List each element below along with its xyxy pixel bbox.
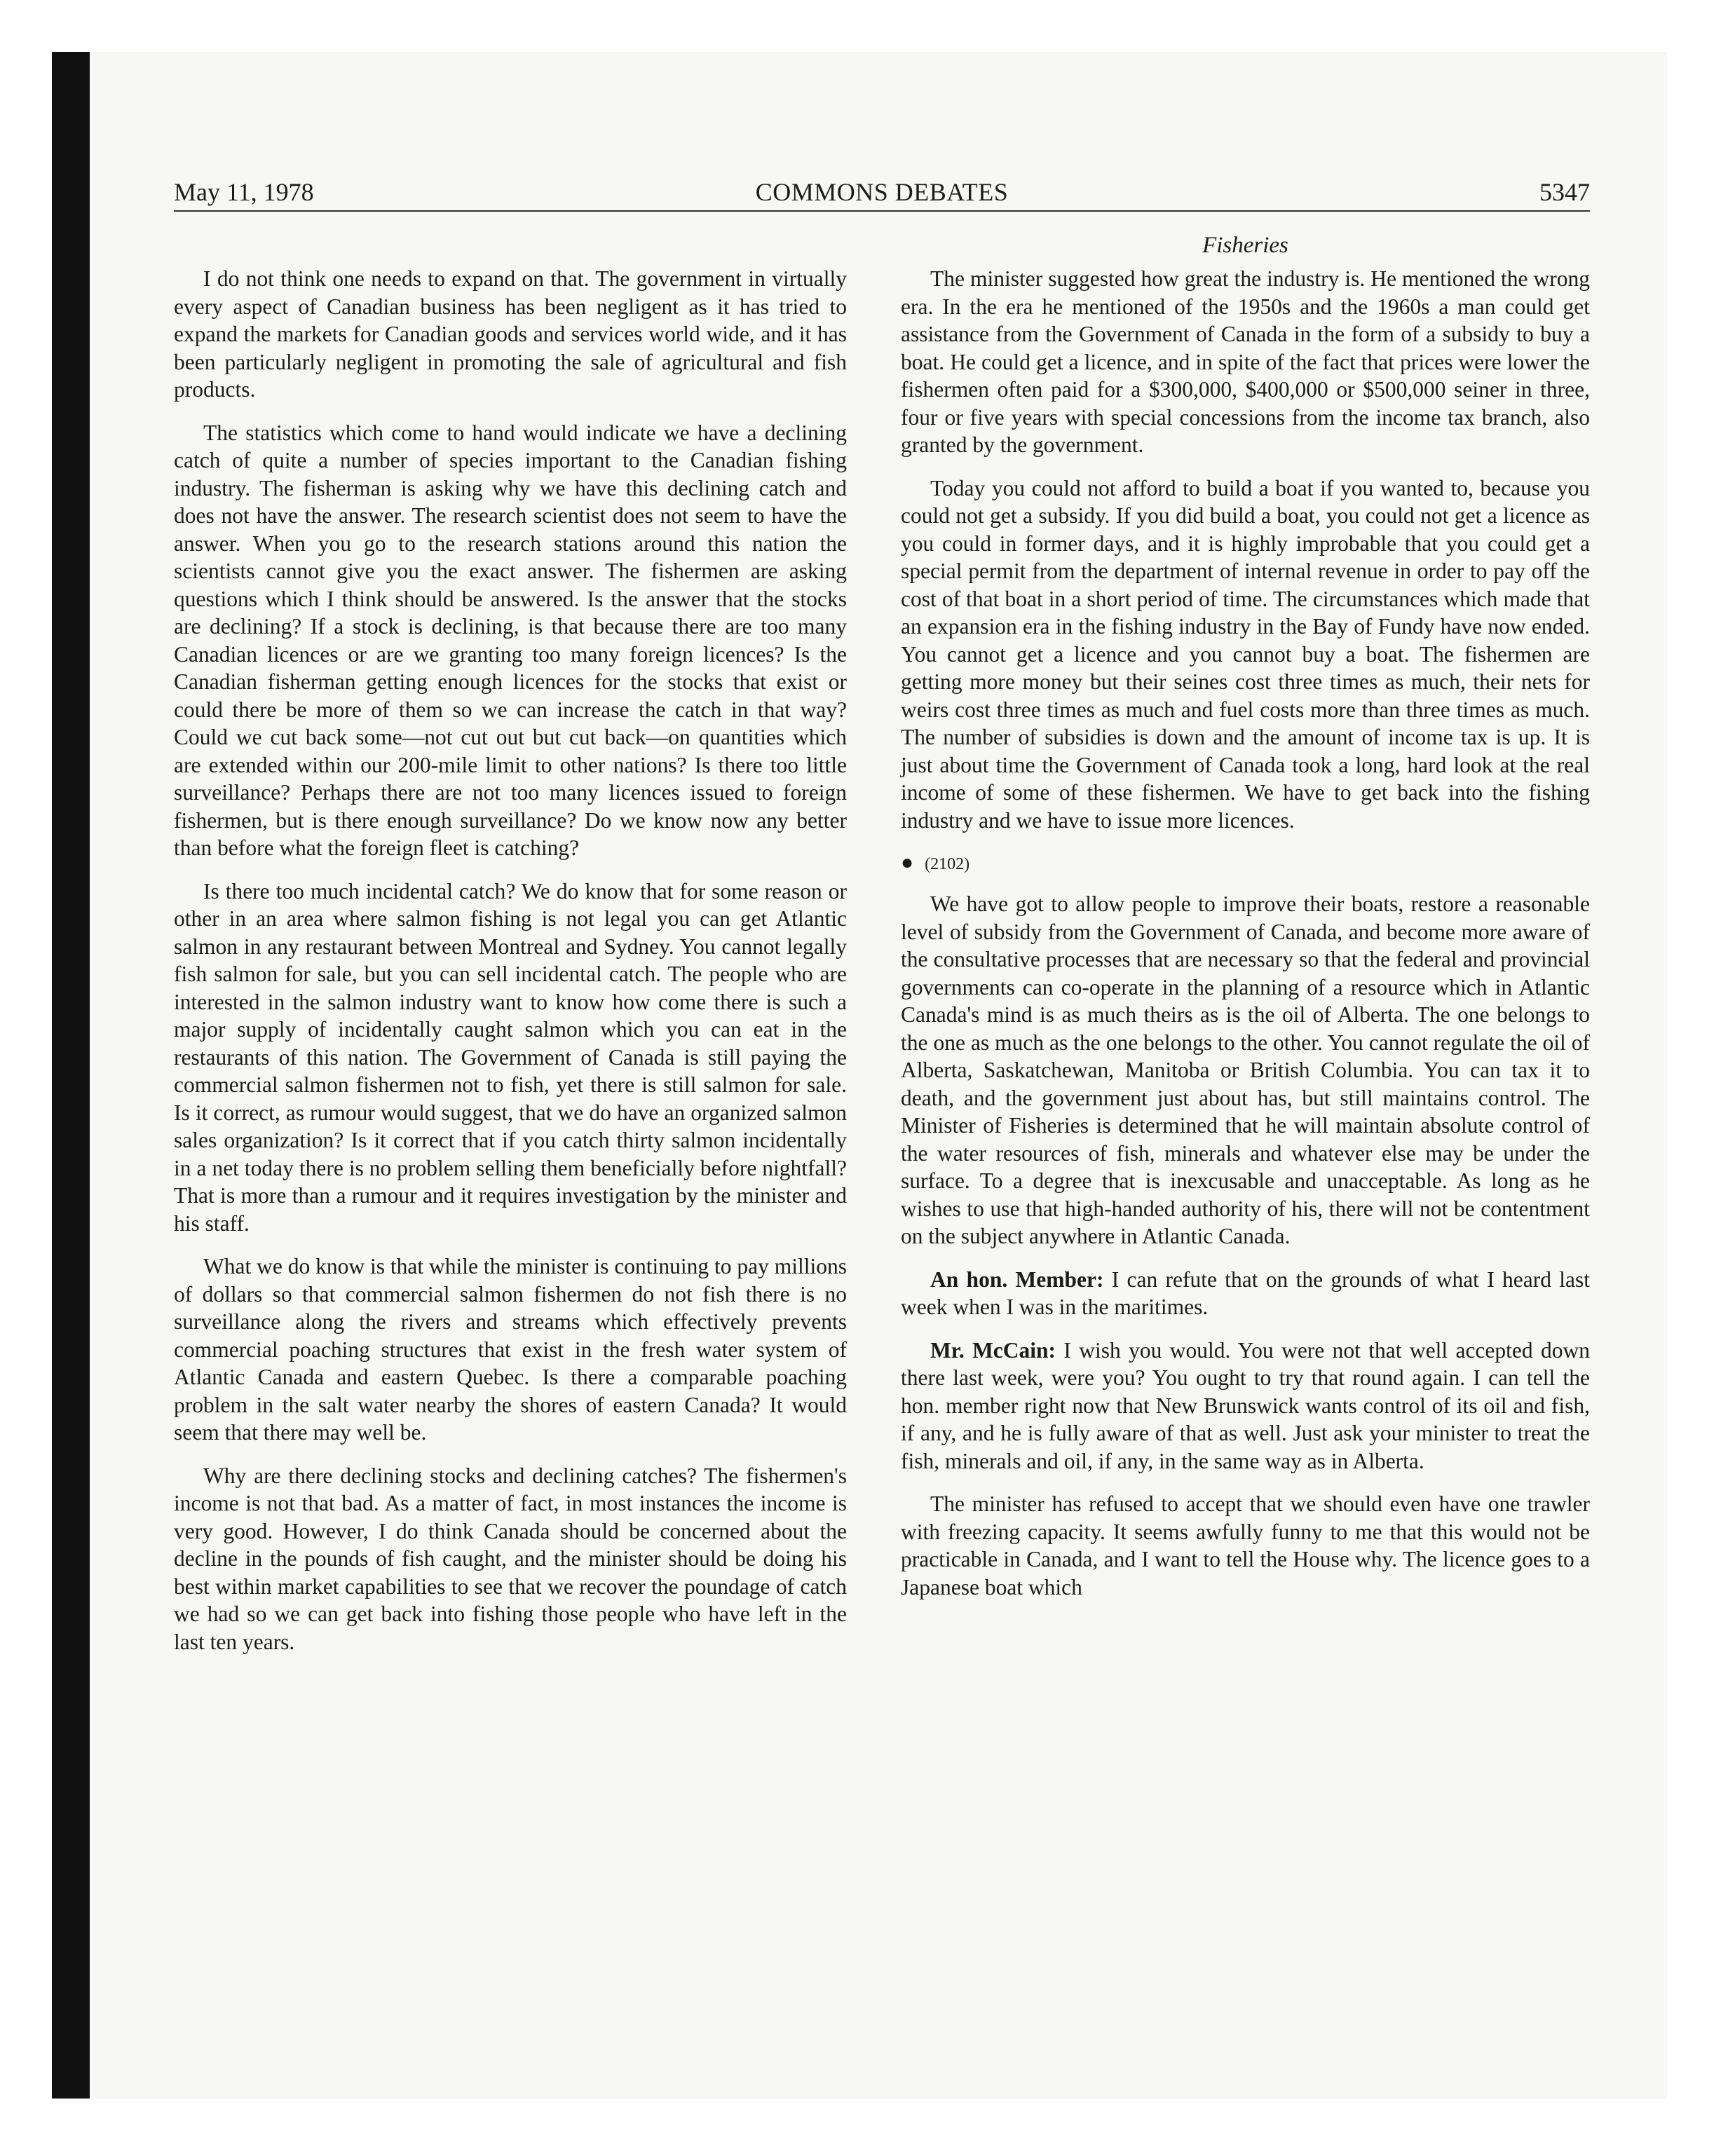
right-paragraph: The minister suggested how great the industry is. He mentioned the wrong era. In the era he mentioned of the 1950s and the 1960s a man could get assistance from the Government of Canada in the form of a subsidy to buy a boat. He could get a licence, and in spite of the fact that prices were lower the fishermen often paid for a $300,000, $400,000 or $500,000 seiner in three, four or five years with special concessions from the income tax branch, also granted by the government. — [901, 266, 1590, 457]
left-paragraph: The statistics which come to hand would indicate we have a declining catch of quite a number of species important to the Canadian fishing industry. The fisherman is asking why we have this declining catch and does not have the answer. The research scientist does not seem to have the answer. When you go to the research stations around this nation the scientists cannot give you the exact answer. The fishermen are asking questions which I think should be answered. Is the answer that the stocks are declining? If a stock is declining, is that because there are too many Canadian licences or are we granting too many foreign licences? Is the Canadian fisherman getting enough licences for the stocks that exist or could there be more of them so we can increase the catch in that way? Could we cut back some—not cut out but cut back—on quantities which are extended within our 200-mile limit to other nations? Is there too little surveillance? Perhaps there are not too many licences issued to foreign fishermen, but is there enough surveillance? Do we know now any better than before what the foreign fleet is catching? — [174, 420, 847, 860]
time-marker-label: (2102) — [925, 855, 970, 873]
right-column — [901, 231, 1590, 1616]
left-paragraph: What we do know is that while the minister is continuing to pay millions of dollars so that commercial salmon fishermen do not fish there is no surveillance along the rivers and streams which effectively prevents commercial poaching structures that exist in the fresh water system of Atlantic Canada and eastern Quebec. Is there a comparable poaching problem in the salt water nearby the shores of eastern Canada? It would seem that there may well be. — [174, 1254, 847, 1445]
right-paragraph: The minister has refused to accept that we should even have one trawler with freezing capacity. It seems awfully funny to me that this would not be practicable in Canada, and I want to tell the House why. The licence goes to a Japanese boat which — [901, 1492, 1590, 1599]
left-paragraph: Why are there declining stocks and declining catches? The fishermen's income is not that bad. As a matter of fact, in most instances the income is very good. However, I do think Canada should be concerned about the decline in the pounds of fish caught, and the minister should be doing his best within market capabilities to see that we recover the poundage of catch we had so we can get back into fishing those people who have left in the last ten years. — [174, 1463, 847, 1654]
header-date: May 11, 1978 — [174, 178, 314, 206]
right-paragraph: Today you could not afford to build a boat if you wanted to, because you could not get a subsidy. If you did build a boat, you could not get a licence as you could in former days, and it is highly improbable that you could get a special permit from the department of internal revenue in order to pay off the cost of that boat in a short period of time. The circumstances which made that an expansion era in the fishing industry in the Bay of Fundy have now ended. You cannot get a licence and you cannot buy a boat. The fishermen are getting more money but their seines cost three times as much, their nets for weirs cost three times as much and fuel costs more than three times as much. The number of subsidies is down and the amount of income tax is up. It is just about time the Government of Canada took a long, hard look at the real income of some of these fishermen. We have to get back into the fishing industry and we have to issue more licences. — [901, 475, 1590, 833]
right-paragraph: We have got to allow people to improve their boats, restore a reasonable level of subsidy from the Government of Canada, and become more aware of the consultative processes that are necessary so that the federal and provincial governments can co-operate in the planning of a resource which in Atlantic Canada's mind is as much theirs as is the oil of Alberta. The one belongs to the one as much as the one belongs to the other. You cannot regulate the oil of Alberta, Saskatchewan, Manitoba or British Columbia. You can tax it to death, and the government just about has, but still maintains control. The Minister of Fisheries is determined that he will maintain absolute control of the water resources of fish, minerals and whatever else may be under the surface. To a degree that is inexcusable and unacceptable. As long as he wishes to use that high-handed authority of his, there will not be contentment on the subject anywhere in Atlantic Canada. — [901, 892, 1590, 1248]
speaker-name: Mr. McCain: — [930, 1337, 1056, 1363]
scan-edge — [52, 52, 90, 2099]
header-journal-title: COMMONS DEBATES — [755, 178, 1009, 206]
speech-text: I can refute that on the grounds of what I heard last week when I was in the maritimes. — [901, 1267, 1590, 1319]
left-column — [174, 265, 847, 1671]
speaker-name: An hon. Member: — [930, 1267, 1104, 1292]
left-paragraph: I do not think one needs to expand on that. The government in virtually every aspect of Canadian business has been negligent as it has tried to expand the markets for Canadian goods and services world wide, and it has been particularly negligent in promoting the sale of agricultural and fish products. — [174, 266, 847, 402]
speech-turn — [901, 1266, 1590, 1321]
section-title: Fisheries — [1202, 233, 1288, 258]
left-paragraph: Is there too much incidental catch? We do know that for some reason or other in an area where salmon fishing is not legal you can get Atlantic salmon in any restaurant between Montreal and Sydney. You cannot legally fish salmon for sale, but you can sell incidental catch. The people who are interested in the salmon industry want to know how come there is such a major supply of incidentally caught salmon which you can eat in the restaurants of this nation. The Government of Canada is still paying the commercial salmon fishermen not to fish, yet there is still salmon for sale. Is it correct, as rumour would suggest, that we do have an organized salmon sales organization? Is it correct that if you catch thirty salmon incidentally in a net today there is no problem selling them beneficially before nightfall? That is more than a rumour and it requires investigation by the minister and his staff. — [174, 878, 847, 1236]
header-page-number: 5347 — [1539, 178, 1590, 206]
speech-text: I wish you would. You were not that well accepted down there last week, were you? You ought to try that round again. I can tell the hon. member right now that New Brunswick wants control of its oil and fish, if any, and he is fully aware of that as well. Just ask your minister to treat the fish, minerals and oil, if any, in the same way as in Alberta. — [901, 1337, 1590, 1473]
bullet-icon: ● — [901, 851, 914, 874]
speech-turn — [901, 1337, 1590, 1475]
page-header — [174, 171, 1590, 212]
time-marker — [901, 852, 1590, 875]
